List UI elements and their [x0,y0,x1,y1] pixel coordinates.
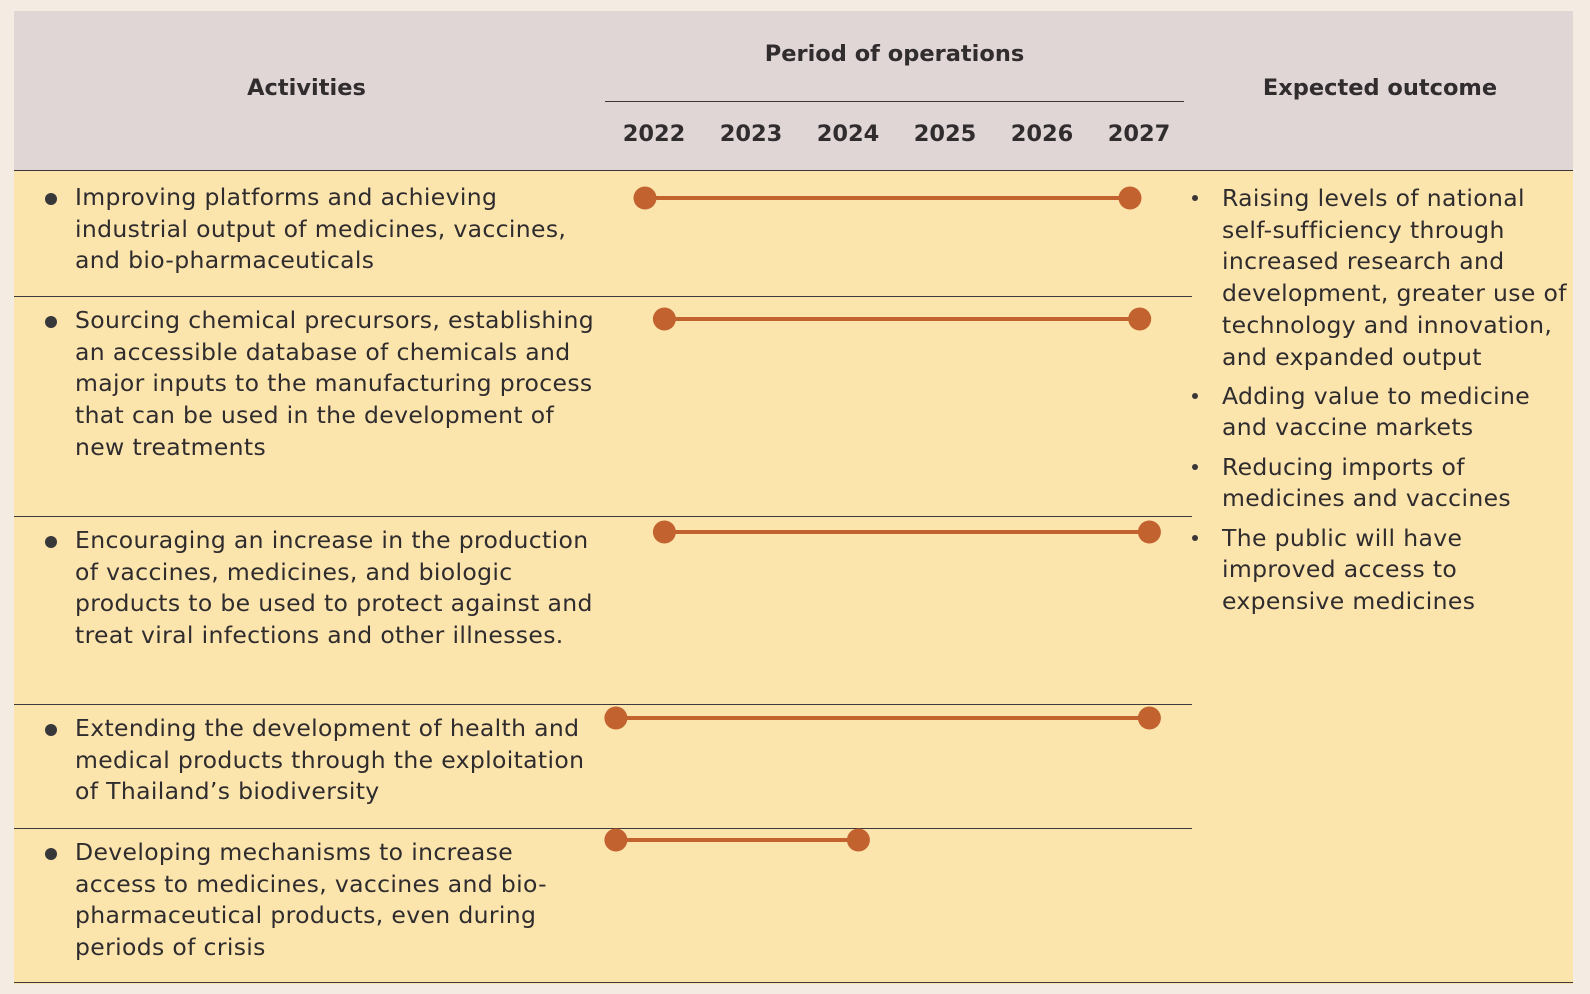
year-label-2026: 2026 [1010,121,1074,147]
timeline-start-dot-4 [604,707,627,730]
expected-outcome-header: Expected outcome [1262,75,1498,101]
activity-text-2: Sourcing chemical precursors, establishing an accessible database of chemicals and major inputs to the manufacturing process that can be used in the development of new treatments [75,306,595,461]
year-label-2023: 2023 [719,121,783,147]
year-label-2022: 2022 [622,121,686,147]
timeline-start-dot-2 [653,308,676,331]
outcome-text-4: The public will have improved access to expensive medicines [1222,523,1476,615]
outcome-item [1190,452,1570,515]
period-of-operations-header: Period of operations [764,41,1025,67]
expected-outcome-list [1190,183,1570,625]
activity-text-4: Extending the development of health and medical products through the exploitation of Thailand’s biodiversity [75,714,585,806]
outcome-text-3: Reducing imports of medicines and vaccines [1222,452,1511,513]
activities-column-header: Activities [247,75,366,101]
outcome-bullet [1192,195,1198,201]
outcome-bullet [1192,535,1198,541]
timeline-end-dot-4 [1138,707,1161,730]
activity-text-1: Improving platforms and achieving industrial output of medicines, vaccines, and bio-pharmaceuticals [75,183,567,275]
timeline-end-dot-5 [847,829,870,852]
outcome-text-2: Adding value to medicine and vaccine markets [1222,381,1531,442]
activity-text-3: Encouraging an increase in the production of vaccines, medicines, and biologic products to be used to protect against and treat viral infections and other illnesses. [75,526,593,650]
activities-timeline-table [14,11,1573,984]
outcome-bullet [1192,393,1198,399]
year-label-2025: 2025 [913,121,977,147]
timeline-end-dot-1 [1119,187,1142,210]
timeline-end-dot-2 [1128,308,1151,331]
timeline-start-dot-1 [634,187,657,210]
outcome-item [1190,523,1570,618]
timeline-start-dot-3 [653,521,676,544]
outcome-item [1190,183,1570,373]
outcome-text-1: Raising levels of national self-sufficiency through increased research and development, greater use of technology and innovation, and expanded output [1222,184,1567,371]
timeline-end-dot-3 [1138,521,1161,544]
outcome-bullet [1192,464,1198,470]
timeline-start-dot-5 [604,829,627,852]
year-label-2024: 2024 [816,121,880,147]
activity-text-5: Developing mechanisms to increase access to medicines, vaccines and bio-pharmaceutical products, even during periods of crisis [75,838,547,962]
outcome-item [1190,381,1570,444]
year-label-2027: 2027 [1107,121,1171,147]
